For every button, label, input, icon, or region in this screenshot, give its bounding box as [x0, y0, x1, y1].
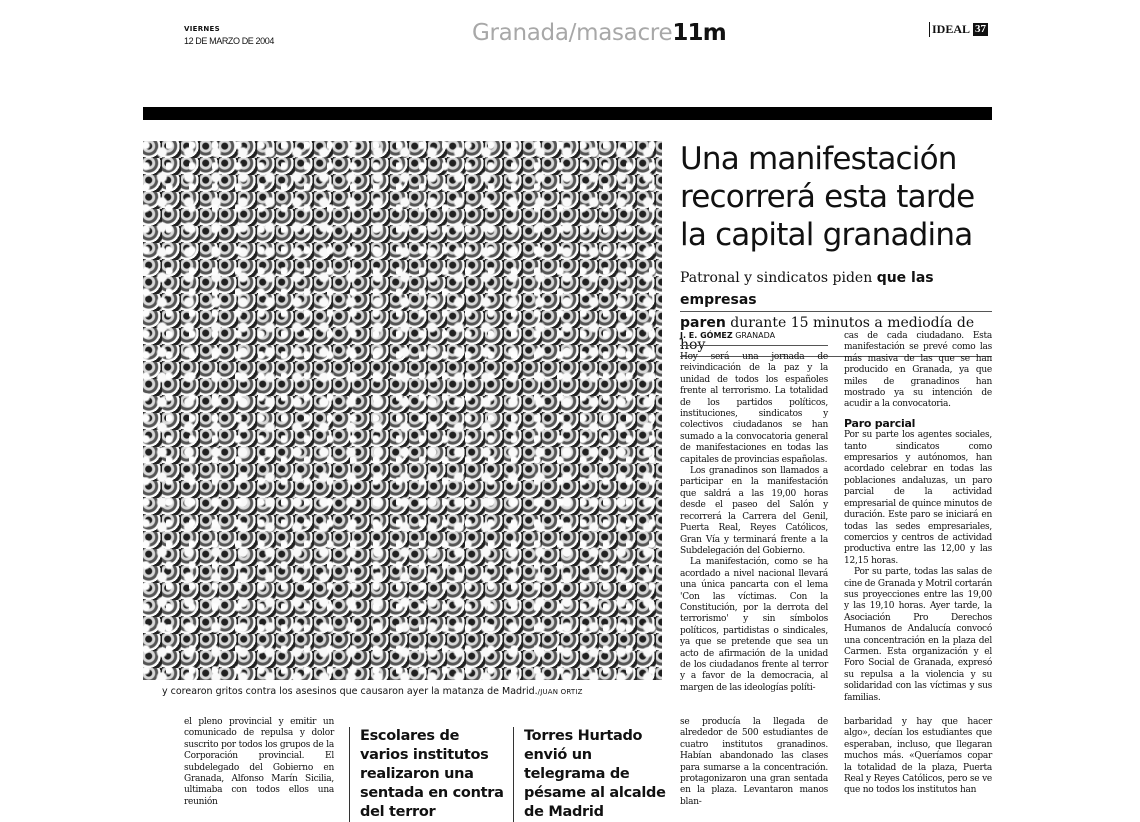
subhead-emphasis: que las empresas — [680, 270, 934, 308]
story-headline-telegram: Torres Hurtado envió un telegrama de pésame al alcalde de Madrid — [513, 727, 674, 822]
paragraph: La manifestación, como se ha acordado a nivel nacional llevará una única pancarta con el lema 'Con las víctimas. Con la Constitución, por la derrota del terrorismo' y sin símbolos políticos, partidistas o sindicales, ya que se pretende que sea un acto de afirmación de la unidad de los ciudadanos frente al terror y a favor de la democracia, al margen de las ideologías políti- — [680, 557, 828, 693]
section-name: Granada/masacre — [472, 20, 673, 46]
paragraph: el pleno provincial y emitir un comunicado de repulsa y dolor suscrito por todos los grupos de la Corporación provincial. El subdelegado del Gobierno en Granada, Alfonso Marín Sicilia, ultimaba con todos ellos una reunión — [184, 717, 334, 807]
paragraph: barbaridad y hay que hacer algo», decían los estudiantes que esperaban, incluso, que llegaran muchos más. «Queríamos copar la totalidad de la plaza, Puerta Real y Reyes Católicos, pero se ve que no todos los institutos han — [844, 717, 992, 796]
caption-text: y corearon gritos contra los asesinos que causaron ayer la matanza de Madrid. — [162, 686, 538, 697]
subhead-text: durante 15 minutos a mediodía de hoy — [680, 315, 975, 353]
paragraph: Por su parte, todas las salas de cine de Granada y Motril cortarán sus proyecciones entre las 19,00 y las 19,10 horas. Ayer tarde, la Asociación Pro Derechos Humanos de Andalucía convocó una concentración en la plaza del Carmen. Esta organización y el Foro Social de Granada, expresó su repulsa a la violencia y su solidaridad con las víctimas y sus familias. — [844, 567, 992, 703]
bottom-column-4 — [680, 717, 828, 808]
photo-credit: /JUAN ORTIZ — [537, 688, 583, 696]
section-tag: 11m — [672, 20, 726, 46]
masthead — [929, 22, 988, 37]
date-label: 12 DE MARZO DE 2004 — [184, 36, 274, 46]
crowd-photo — [143, 141, 662, 680]
column-subheading: Paro parcial — [844, 416, 916, 430]
byline — [680, 331, 828, 346]
section-divider-bar — [143, 107, 992, 120]
weekday-label: VIERNES — [184, 25, 220, 33]
paragraph: cas de cada ciudadano. Esta manifestación se prevé como las más masiva de las que se han producido en Granada, ya que miles de granadinos han mostrado ya su intención de acudir a la convocatoria. — [844, 331, 992, 410]
bottom-column-5 — [844, 717, 992, 797]
paragraph: se producía la llegada de alrededor de 500 estudiantes de cuatro institutos granadinos. Habían abandonado las clases para sumarse a la concentración. protagonizaron una gran sentada en la plaza. Levantaron manos blan- — [680, 717, 828, 807]
article-column-2 — [844, 331, 992, 704]
byline-author: J. E. GÓMEZ — [680, 331, 733, 340]
subhead-line-1 — [680, 267, 992, 312]
photo-caption — [162, 686, 583, 697]
bottom-column-1 — [184, 717, 334, 808]
byline-location: GRANADA — [732, 331, 776, 340]
page-number: 37 — [975, 23, 987, 35]
paragraph: Los granadinos son llamados a participar en la manifestación que saldrá a las 19,00 horas desde el paseo del Salón y recorrerá la Carrera del Genil, Puerta Real, Reyes Católicos, Gran Vía y terminará frente a la Subdelegación del Gobierno. — [680, 466, 828, 556]
section-title — [472, 20, 726, 46]
story-headline-students: Escolares de varios institutos realizaron una sentada en contra del terror — [349, 727, 510, 822]
paragraph: Hoy será una jornada de reivindicación de la paz y la unidad de todos los españoles frente al terrorismo. La totalidad de los partidos políticos, instituciones, sindicatos y colectivos ciudadanos se han sumado a la convocatoria general de manifestaciones en todas las capitales de provincias españolas. — [680, 352, 828, 465]
brand-name: IDEAL — [932, 22, 971, 36]
subhead-emphasis: paren — [680, 315, 726, 331]
paragraph: Por su parte los agentes sociales, tanto sindicatos como empresarios y autónomos, han acordado celebrar en todas las poblaciones andaluzas, un paro parcial de la actividad empresarial de quince minutos de duración. Este paro se iniciará en todas las sedes empresariales, comercios y centros de actividad productiva entre las 12,00 y las 12,15 horas. — [844, 430, 992, 566]
article-headline: Una manifestación recorrerá esta tarde la capital granadina — [680, 141, 975, 253]
subhead-text: Patronal y sindicatos piden — [680, 270, 877, 286]
article-column-1 — [680, 352, 828, 694]
